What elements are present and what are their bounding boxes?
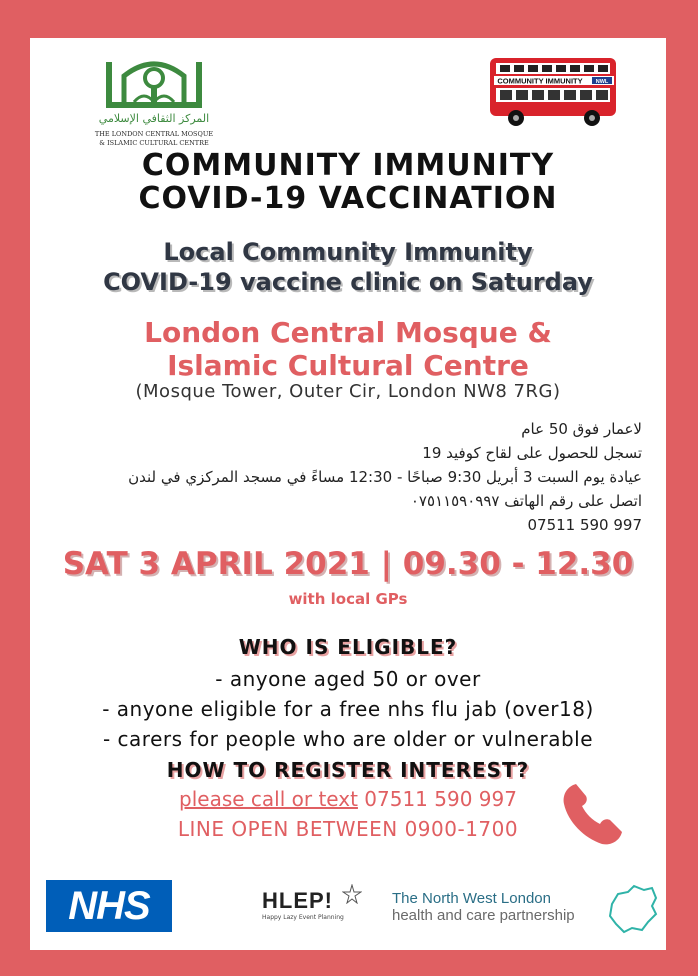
eligibility-item: - carers for people who are older or vulnerable: [102, 727, 594, 751]
mosque-emblem-icon: [84, 56, 224, 156]
eligibility-item: - anyone aged 50 or over: [215, 667, 481, 691]
flyer-card: [30, 38, 666, 950]
arabic-line4: اتصل على رقم الهاتف ٠٧٥١١٥٩٠٩٩٧: [410, 492, 642, 510]
main-title-line2: COVID-19 VACCINATION: [138, 181, 558, 216]
mosque-arabic-logo-text: المركز الثقافي الإسلامي: [98, 112, 210, 125]
hlep-logo: [262, 888, 357, 936]
eligibility-item: - anyone eligible for a free nhs flu jab (over18): [102, 697, 594, 721]
nhs-logo: [46, 880, 172, 932]
mosque-caption-line1: THE LONDON CENTRAL MOSQUE: [94, 130, 214, 138]
hlep-logo-text: HLEP!: [262, 888, 333, 913]
bus-banner-text: COMMUNITY IMMUNITY: [497, 76, 583, 86]
phone-icon: [558, 778, 628, 850]
subtitle-line2: COVID-19 vaccine clinic on Saturday: [103, 268, 593, 296]
call-text-link[interactable]: please call or text: [179, 787, 358, 811]
main-title-line1: COMMUNITY IMMUNITY: [141, 148, 555, 183]
arabic-line3: عيادة يوم السبت 3 أبريل 9:30 صباحًا - 12:30 مساءً في مسجد المركزي في لندن: [128, 468, 642, 486]
bus-icon: [488, 54, 620, 128]
nwl-logo-line2: health and care partnership: [392, 907, 575, 924]
venue-address: (Mosque Tower, Outer Cir, London NW8 7RG): [135, 381, 561, 402]
venue-line2: Islamic Cultural Centre: [167, 349, 529, 382]
hlep-tagline: Happy Lazy Event Planning: [262, 914, 344, 921]
map-outline-icon: [606, 884, 660, 934]
register-phone[interactable]: 07511 590 997: [364, 787, 517, 811]
subtitle-line1: Local Community Immunity: [163, 238, 533, 266]
nwl-logo-line1: The North West London: [392, 890, 551, 907]
mosque-logo: [84, 56, 224, 156]
nwl-partnership-logo: [392, 890, 662, 938]
eligibility-heading: WHO IS ELIGIBLE?: [238, 635, 458, 659]
arabic-phone: 07511 590 997: [527, 516, 642, 534]
bus-tag-text: NWL: [595, 79, 609, 85]
register-heading: HOW TO REGISTER INTEREST?: [166, 758, 530, 782]
nhs-logo-text: NHS: [68, 884, 150, 928]
register-hours: LINE OPEN BETWEEN 0900-1700: [177, 817, 519, 841]
mosque-caption-line2: & ISLAMIC CULTURAL CENTRE: [99, 139, 209, 147]
clinic-date: SAT 3 APRIL 2021 | 09.30 - 12.30: [62, 546, 634, 582]
clinic-with: with local GPs: [288, 590, 408, 608]
venue-line1: London Central Mosque &: [144, 316, 552, 349]
star-icon: [342, 884, 362, 904]
community-immunity-bus-logo: [488, 54, 620, 128]
arabic-line2: تسجل للحصول على لقاح كوفيد 19: [422, 444, 642, 462]
arabic-line1: لاعمار فوق 50 عام: [521, 420, 642, 438]
